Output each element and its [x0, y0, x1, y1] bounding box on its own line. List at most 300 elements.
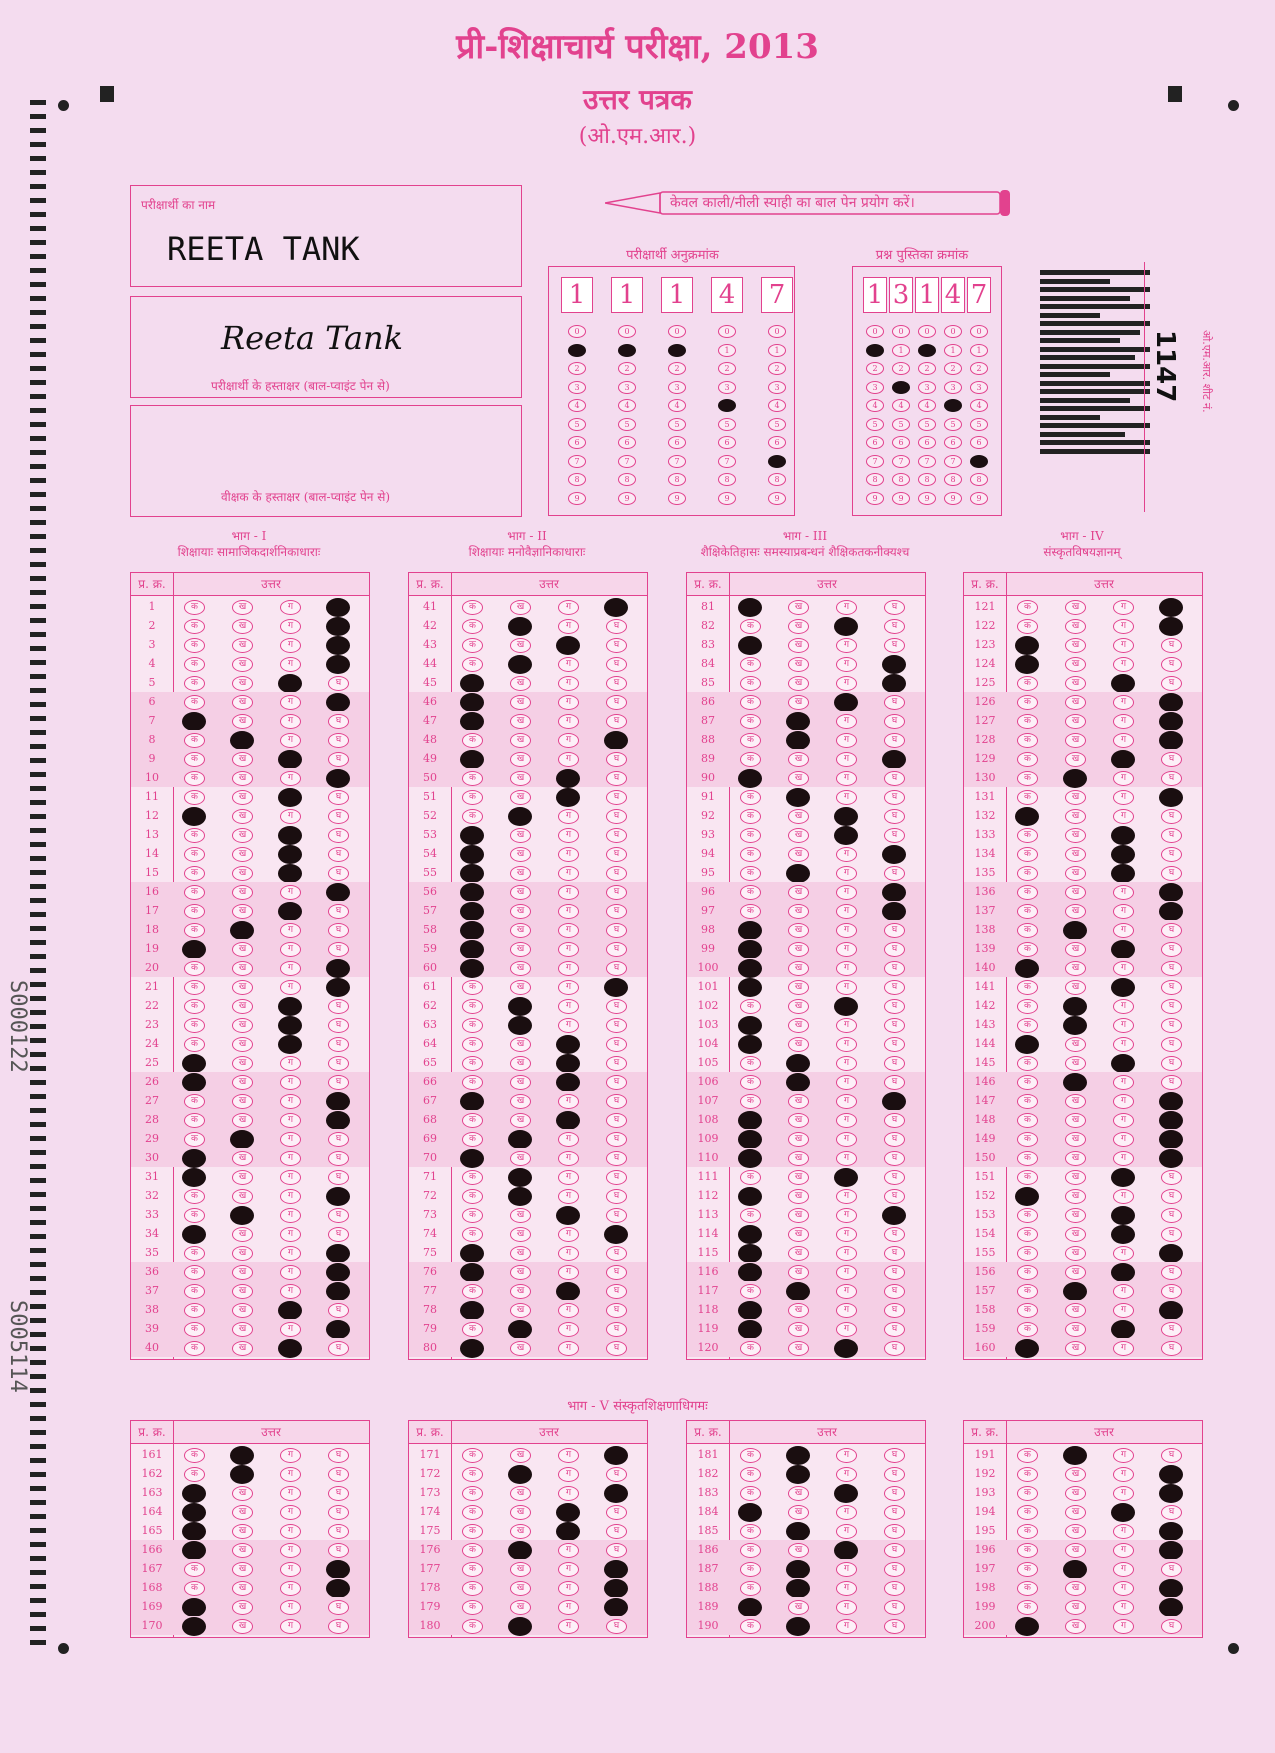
- answer-bubble[interactable]: [604, 598, 628, 617]
- answer-bubble[interactable]: ग: [836, 1524, 857, 1539]
- answer-bubble[interactable]: ख: [788, 1303, 809, 1318]
- answer-bubble[interactable]: [326, 1320, 350, 1339]
- answer-bubble[interactable]: ग: [280, 638, 301, 653]
- answer-bubble[interactable]: क: [1017, 695, 1038, 710]
- answer-bubble[interactable]: ग: [1113, 1113, 1134, 1128]
- answer-bubble[interactable]: क: [462, 1619, 483, 1634]
- answer-bubble[interactable]: ग: [558, 1265, 579, 1280]
- answer-bubble[interactable]: ग: [836, 904, 857, 919]
- answer-bubble[interactable]: क: [1017, 1113, 1038, 1128]
- answer-bubble[interactable]: क: [740, 999, 761, 1014]
- answer-bubble[interactable]: ग: [1113, 1246, 1134, 1261]
- answer-bubble[interactable]: ख: [510, 1505, 531, 1520]
- answer-bubble[interactable]: ख: [232, 1056, 253, 1071]
- digit-bubble[interactable]: 3: [718, 381, 736, 394]
- answer-bubble[interactable]: क: [1017, 733, 1038, 748]
- answer-bubble[interactable]: घ: [1161, 752, 1182, 767]
- digit-bubble[interactable]: 3: [944, 381, 962, 394]
- answer-bubble[interactable]: [230, 1130, 254, 1149]
- answer-bubble[interactable]: [1159, 883, 1183, 902]
- answer-bubble[interactable]: ग: [836, 1075, 857, 1090]
- answer-bubble[interactable]: [882, 845, 906, 864]
- answer-bubble[interactable]: ख: [232, 904, 253, 919]
- answer-bubble[interactable]: [1015, 1617, 1039, 1636]
- answer-bubble[interactable]: घ: [884, 961, 905, 976]
- answer-bubble[interactable]: क: [462, 1075, 483, 1090]
- answer-bubble[interactable]: [786, 1446, 810, 1465]
- answer-bubble[interactable]: ख: [510, 1265, 531, 1280]
- answer-bubble[interactable]: [1159, 1092, 1183, 1111]
- answer-bubble[interactable]: [882, 674, 906, 693]
- answer-bubble[interactable]: घ: [606, 961, 627, 976]
- answer-bubble[interactable]: [1063, 1016, 1087, 1035]
- answer-bubble[interactable]: क: [462, 1581, 483, 1596]
- digit-bubble[interactable]: 0: [892, 325, 910, 338]
- answer-bubble[interactable]: [1015, 1035, 1039, 1054]
- answer-bubble[interactable]: ग: [1113, 809, 1134, 824]
- answer-bubble[interactable]: [278, 1339, 302, 1358]
- answer-bubble[interactable]: ख: [232, 999, 253, 1014]
- digit-bubble[interactable]: [970, 455, 988, 468]
- answer-bubble[interactable]: ख: [232, 1170, 253, 1185]
- answer-bubble[interactable]: [278, 864, 302, 883]
- answer-bubble[interactable]: [1111, 750, 1135, 769]
- answer-bubble[interactable]: [460, 959, 484, 978]
- answer-bubble[interactable]: घ: [884, 1113, 905, 1128]
- answer-bubble[interactable]: क: [1017, 1227, 1038, 1242]
- answer-bubble[interactable]: [738, 1263, 762, 1282]
- digit-bubble[interactable]: 1: [970, 344, 988, 357]
- answer-bubble[interactable]: घ: [606, 1543, 627, 1558]
- answer-bubble[interactable]: [326, 1560, 350, 1579]
- answer-bubble[interactable]: [1015, 1339, 1039, 1358]
- answer-bubble[interactable]: ख: [788, 1113, 809, 1128]
- answer-bubble[interactable]: [1063, 1073, 1087, 1092]
- answer-bubble[interactable]: [556, 1522, 580, 1541]
- answer-bubble[interactable]: घ: [606, 1303, 627, 1318]
- answer-bubble[interactable]: [556, 769, 580, 788]
- answer-bubble[interactable]: [460, 712, 484, 731]
- answer-bubble[interactable]: ग: [558, 619, 579, 634]
- answer-bubble[interactable]: क: [1017, 790, 1038, 805]
- answer-bubble[interactable]: ख: [232, 1341, 253, 1356]
- answer-bubble[interactable]: ख: [232, 1619, 253, 1634]
- answer-bubble[interactable]: ख: [1065, 676, 1086, 691]
- digit-bubble[interactable]: 3: [918, 381, 936, 394]
- answer-bubble[interactable]: ग: [836, 714, 857, 729]
- answer-bubble[interactable]: [1159, 1522, 1183, 1541]
- answer-bubble[interactable]: [182, 1054, 206, 1073]
- answer-bubble[interactable]: ख: [232, 1246, 253, 1261]
- answer-bubble[interactable]: [834, 693, 858, 712]
- answer-bubble[interactable]: ख: [232, 1543, 253, 1558]
- answer-bubble[interactable]: ख: [788, 1094, 809, 1109]
- answer-bubble[interactable]: [1015, 807, 1039, 826]
- answer-bubble[interactable]: ख: [510, 1562, 531, 1577]
- answer-bubble[interactable]: क: [740, 790, 761, 805]
- answer-bubble[interactable]: ख: [232, 828, 253, 843]
- answer-bubble[interactable]: [786, 1073, 810, 1092]
- answer-bubble[interactable]: घ: [884, 1448, 905, 1463]
- answer-bubble[interactable]: घ: [884, 1056, 905, 1071]
- answer-bubble[interactable]: [1159, 1598, 1183, 1617]
- answer-bubble[interactable]: ख: [510, 1486, 531, 1501]
- answer-bubble[interactable]: घ: [1161, 1265, 1182, 1280]
- answer-bubble[interactable]: [326, 959, 350, 978]
- answer-bubble[interactable]: [834, 1484, 858, 1503]
- answer-bubble[interactable]: ग: [1113, 600, 1134, 615]
- answer-bubble[interactable]: घ: [606, 1037, 627, 1052]
- answer-bubble[interactable]: ग: [1113, 1619, 1134, 1634]
- answer-bubble[interactable]: क: [184, 638, 205, 653]
- digit-bubble[interactable]: 5: [892, 418, 910, 431]
- answer-bubble[interactable]: ग: [558, 961, 579, 976]
- answer-bubble[interactable]: ख: [1065, 980, 1086, 995]
- digit-bubble[interactable]: 8: [768, 473, 786, 486]
- digit-bubble[interactable]: 2: [918, 362, 936, 375]
- answer-bubble[interactable]: ग: [558, 1341, 579, 1356]
- answer-bubble[interactable]: ख: [232, 771, 253, 786]
- answer-bubble[interactable]: ख: [232, 752, 253, 767]
- answer-bubble[interactable]: ख: [232, 790, 253, 805]
- answer-bubble[interactable]: घ: [884, 1037, 905, 1052]
- answer-bubble[interactable]: [182, 1168, 206, 1187]
- answer-bubble[interactable]: [1015, 655, 1039, 674]
- answer-bubble[interactable]: ख: [510, 1303, 531, 1318]
- answer-bubble[interactable]: [1063, 997, 1087, 1016]
- answer-bubble[interactable]: ग: [280, 1524, 301, 1539]
- answer-bubble[interactable]: ख: [1065, 1170, 1086, 1185]
- answer-bubble[interactable]: ख: [232, 600, 253, 615]
- answer-bubble[interactable]: घ: [606, 771, 627, 786]
- answer-bubble[interactable]: घ: [1161, 676, 1182, 691]
- answer-bubble[interactable]: घ: [606, 1075, 627, 1090]
- digit-bubble[interactable]: 7: [618, 455, 636, 468]
- answer-bubble[interactable]: क: [184, 600, 205, 615]
- answer-bubble[interactable]: [882, 750, 906, 769]
- answer-bubble[interactable]: ख: [788, 1486, 809, 1501]
- digit-bubble[interactable]: 4: [568, 399, 586, 412]
- answer-bubble[interactable]: [460, 864, 484, 883]
- answer-bubble[interactable]: [556, 1054, 580, 1073]
- answer-bubble[interactable]: [1159, 1149, 1183, 1168]
- answer-bubble[interactable]: घ: [328, 676, 349, 691]
- answer-bubble[interactable]: [182, 1522, 206, 1541]
- answer-bubble[interactable]: [786, 712, 810, 731]
- answer-bubble[interactable]: घ: [884, 790, 905, 805]
- answer-bubble[interactable]: ग: [558, 866, 579, 881]
- answer-bubble[interactable]: ख: [1065, 809, 1086, 824]
- answer-bubble[interactable]: ग: [558, 1170, 579, 1185]
- answer-bubble[interactable]: ग: [558, 1619, 579, 1634]
- answer-bubble[interactable]: ख: [1065, 942, 1086, 957]
- answer-bubble[interactable]: ख: [788, 980, 809, 995]
- answer-bubble[interactable]: घ: [884, 771, 905, 786]
- answer-bubble[interactable]: [738, 1301, 762, 1320]
- answer-bubble[interactable]: घ: [884, 923, 905, 938]
- answer-bubble[interactable]: [326, 693, 350, 712]
- answer-bubble[interactable]: घ: [884, 1619, 905, 1634]
- answer-bubble[interactable]: [1159, 1130, 1183, 1149]
- answer-bubble[interactable]: ख: [788, 619, 809, 634]
- answer-bubble[interactable]: ख: [232, 1486, 253, 1501]
- answer-bubble[interactable]: क: [1017, 1486, 1038, 1501]
- digit-bubble[interactable]: 5: [866, 418, 884, 431]
- answer-bubble[interactable]: ग: [280, 961, 301, 976]
- answer-bubble[interactable]: घ: [884, 1486, 905, 1501]
- answer-bubble[interactable]: ग: [1113, 1132, 1134, 1147]
- answer-bubble[interactable]: ग: [280, 942, 301, 957]
- answer-bubble[interactable]: ख: [1065, 714, 1086, 729]
- answer-bubble[interactable]: ख: [232, 1524, 253, 1539]
- answer-bubble[interactable]: [182, 1598, 206, 1617]
- digit-bubble[interactable]: 9: [892, 492, 910, 505]
- answer-bubble[interactable]: क: [184, 657, 205, 672]
- answer-bubble[interactable]: ख: [788, 1246, 809, 1261]
- answer-bubble[interactable]: [834, 1339, 858, 1358]
- digit-bubble[interactable]: 2: [768, 362, 786, 375]
- answer-bubble[interactable]: घ: [328, 1170, 349, 1185]
- answer-bubble[interactable]: ख: [1065, 1246, 1086, 1261]
- digit-bubble[interactable]: 9: [668, 492, 686, 505]
- answer-bubble[interactable]: ख: [788, 638, 809, 653]
- answer-bubble[interactable]: क: [184, 847, 205, 862]
- answer-bubble[interactable]: [604, 1484, 628, 1503]
- answer-bubble[interactable]: घ: [884, 1524, 905, 1539]
- answer-bubble[interactable]: ख: [788, 771, 809, 786]
- answer-bubble[interactable]: घ: [884, 980, 905, 995]
- answer-bubble[interactable]: क: [462, 1284, 483, 1299]
- answer-bubble[interactable]: ग: [280, 1265, 301, 1280]
- answer-bubble[interactable]: क: [462, 1600, 483, 1615]
- answer-bubble[interactable]: घ: [328, 1341, 349, 1356]
- answer-bubble[interactable]: घ: [1161, 1505, 1182, 1520]
- answer-bubble[interactable]: ख: [1065, 1341, 1086, 1356]
- answer-bubble[interactable]: [738, 921, 762, 940]
- answer-bubble[interactable]: ख: [510, 1284, 531, 1299]
- answer-bubble[interactable]: क: [184, 980, 205, 995]
- answer-bubble[interactable]: ग: [836, 638, 857, 653]
- answer-bubble[interactable]: ख: [510, 733, 531, 748]
- answer-bubble[interactable]: ख: [788, 1132, 809, 1147]
- answer-bubble[interactable]: ख: [232, 1113, 253, 1128]
- answer-bubble[interactable]: क: [740, 904, 761, 919]
- answer-bubble[interactable]: [508, 1320, 532, 1339]
- answer-bubble[interactable]: ख: [510, 790, 531, 805]
- answer-bubble[interactable]: क: [184, 676, 205, 691]
- answer-bubble[interactable]: घ: [328, 1303, 349, 1318]
- digit-bubble[interactable]: 6: [718, 436, 736, 449]
- answer-bubble[interactable]: [786, 1560, 810, 1579]
- answer-bubble[interactable]: ग: [836, 676, 857, 691]
- answer-bubble[interactable]: ख: [788, 1018, 809, 1033]
- answer-bubble[interactable]: घ: [606, 1619, 627, 1634]
- answer-bubble[interactable]: [1111, 845, 1135, 864]
- answer-bubble[interactable]: घ: [884, 1265, 905, 1280]
- answer-bubble[interactable]: घ: [606, 1151, 627, 1166]
- answer-bubble[interactable]: [460, 1244, 484, 1263]
- answer-bubble[interactable]: क: [740, 847, 761, 862]
- answer-bubble[interactable]: ग: [558, 1448, 579, 1463]
- answer-bubble[interactable]: ग: [280, 1543, 301, 1558]
- answer-bubble[interactable]: ग: [836, 923, 857, 938]
- digit-bubble[interactable]: 4: [768, 399, 786, 412]
- answer-bubble[interactable]: [738, 1035, 762, 1054]
- answer-bubble[interactable]: ख: [510, 1151, 531, 1166]
- answer-bubble[interactable]: ख: [1065, 790, 1086, 805]
- answer-bubble[interactable]: क: [1017, 980, 1038, 995]
- answer-bubble[interactable]: ग: [1113, 1467, 1134, 1482]
- answer-bubble[interactable]: [1063, 921, 1087, 940]
- answer-bubble[interactable]: क: [184, 1448, 205, 1463]
- answer-bubble[interactable]: ग: [558, 1581, 579, 1596]
- answer-bubble[interactable]: ख: [232, 980, 253, 995]
- answer-bubble[interactable]: क: [462, 1056, 483, 1071]
- answer-bubble[interactable]: [1159, 1244, 1183, 1263]
- answer-bubble[interactable]: घ: [328, 866, 349, 881]
- answer-bubble[interactable]: ग: [1113, 904, 1134, 919]
- answer-bubble[interactable]: क: [1017, 1018, 1038, 1033]
- answer-bubble[interactable]: ख: [788, 1505, 809, 1520]
- answer-bubble[interactable]: घ: [328, 1037, 349, 1052]
- answer-bubble[interactable]: [230, 1206, 254, 1225]
- answer-bubble[interactable]: [786, 864, 810, 883]
- answer-bubble[interactable]: ग: [280, 1467, 301, 1482]
- answer-bubble[interactable]: ख: [788, 923, 809, 938]
- answer-bubble[interactable]: ग: [558, 1467, 579, 1482]
- answer-bubble[interactable]: ख: [232, 695, 253, 710]
- answer-bubble[interactable]: ग: [558, 1543, 579, 1558]
- answer-bubble[interactable]: ख: [788, 1151, 809, 1166]
- answer-bubble[interactable]: ग: [836, 752, 857, 767]
- answer-bubble[interactable]: ग: [836, 1227, 857, 1242]
- answer-bubble[interactable]: क: [184, 1284, 205, 1299]
- answer-bubble[interactable]: घ: [1161, 847, 1182, 862]
- answer-bubble[interactable]: घ: [328, 1075, 349, 1090]
- answer-bubble[interactable]: ग: [1113, 619, 1134, 634]
- answer-bubble[interactable]: [1111, 1263, 1135, 1282]
- answer-bubble[interactable]: ख: [788, 1322, 809, 1337]
- answer-bubble[interactable]: [1015, 636, 1039, 655]
- answer-bubble[interactable]: घ: [606, 1094, 627, 1109]
- answer-bubble[interactable]: ख: [1065, 1265, 1086, 1280]
- digit-bubble[interactable]: 6: [768, 436, 786, 449]
- answer-bubble[interactable]: [1063, 1560, 1087, 1579]
- digit-bubble[interactable]: 3: [668, 381, 686, 394]
- answer-bubble[interactable]: ग: [1113, 885, 1134, 900]
- answer-bubble[interactable]: घ: [884, 1600, 905, 1615]
- digit-bubble[interactable]: 3: [568, 381, 586, 394]
- answer-bubble[interactable]: ख: [1065, 1543, 1086, 1558]
- answer-bubble[interactable]: घ: [884, 714, 905, 729]
- answer-bubble[interactable]: ख: [788, 1189, 809, 1204]
- answer-bubble[interactable]: क: [1017, 1505, 1038, 1520]
- digit-bubble[interactable]: 3: [970, 381, 988, 394]
- answer-bubble[interactable]: [230, 1465, 254, 1484]
- answer-bubble[interactable]: ग: [280, 714, 301, 729]
- answer-bubble[interactable]: [738, 1225, 762, 1244]
- answer-bubble[interactable]: ग: [558, 1132, 579, 1147]
- digit-bubble[interactable]: [944, 399, 962, 412]
- answer-bubble[interactable]: [460, 750, 484, 769]
- answer-bubble[interactable]: ख: [510, 866, 531, 881]
- answer-bubble[interactable]: [738, 940, 762, 959]
- answer-bubble[interactable]: घ: [328, 714, 349, 729]
- answer-bubble[interactable]: घ: [606, 866, 627, 881]
- answer-bubble[interactable]: घ: [884, 1341, 905, 1356]
- answer-bubble[interactable]: ख: [1065, 657, 1086, 672]
- answer-bubble[interactable]: [460, 1301, 484, 1320]
- answer-bubble[interactable]: [508, 1016, 532, 1035]
- answer-bubble[interactable]: घ: [328, 752, 349, 767]
- answer-bubble[interactable]: ग: [558, 1018, 579, 1033]
- answer-bubble[interactable]: [182, 1503, 206, 1522]
- digit-bubble[interactable]: 9: [768, 492, 786, 505]
- answer-bubble[interactable]: घ: [328, 1486, 349, 1501]
- answer-bubble[interactable]: ख: [788, 961, 809, 976]
- answer-bubble[interactable]: क: [740, 1467, 761, 1482]
- digit-bubble[interactable]: 6: [918, 436, 936, 449]
- answer-bubble[interactable]: ग: [280, 1486, 301, 1501]
- answer-bubble[interactable]: ख: [232, 1505, 253, 1520]
- answer-bubble[interactable]: [882, 1092, 906, 1111]
- answer-bubble[interactable]: क: [1017, 1543, 1038, 1558]
- answer-bubble[interactable]: [738, 1111, 762, 1130]
- answer-bubble[interactable]: ख: [788, 999, 809, 1014]
- answer-bubble[interactable]: ख: [232, 1562, 253, 1577]
- answer-bubble[interactable]: [460, 693, 484, 712]
- answer-bubble[interactable]: ख: [510, 1227, 531, 1242]
- answer-bubble[interactable]: [834, 997, 858, 1016]
- answer-bubble[interactable]: घ: [328, 923, 349, 938]
- answer-bubble[interactable]: घ: [606, 1505, 627, 1520]
- answer-bubble[interactable]: ख: [232, 1227, 253, 1242]
- answer-bubble[interactable]: [326, 1187, 350, 1206]
- answer-bubble[interactable]: घ: [328, 828, 349, 843]
- answer-bubble[interactable]: ग: [558, 999, 579, 1014]
- answer-bubble[interactable]: [326, 1092, 350, 1111]
- answer-bubble[interactable]: घ: [606, 1208, 627, 1223]
- answer-bubble[interactable]: ग: [558, 980, 579, 995]
- answer-bubble[interactable]: ग: [836, 1056, 857, 1071]
- answer-bubble[interactable]: घ: [328, 999, 349, 1014]
- answer-bubble[interactable]: ग: [1113, 1189, 1134, 1204]
- answer-bubble[interactable]: ग: [558, 1303, 579, 1318]
- answer-bubble[interactable]: ग: [836, 1151, 857, 1166]
- answer-bubble[interactable]: [1159, 617, 1183, 636]
- answer-bubble[interactable]: घ: [606, 695, 627, 710]
- answer-bubble[interactable]: [1111, 864, 1135, 883]
- answer-bubble[interactable]: घ: [884, 1322, 905, 1337]
- answer-bubble[interactable]: [1111, 978, 1135, 997]
- answer-bubble[interactable]: घ: [1161, 1448, 1182, 1463]
- answer-bubble[interactable]: [1159, 1301, 1183, 1320]
- digit-bubble[interactable]: 3: [768, 381, 786, 394]
- answer-bubble[interactable]: घ: [328, 733, 349, 748]
- answer-bubble[interactable]: [604, 731, 628, 750]
- answer-bubble[interactable]: क: [740, 1284, 761, 1299]
- digit-bubble[interactable]: 3: [618, 381, 636, 394]
- answer-bubble[interactable]: घ: [328, 790, 349, 805]
- answer-bubble[interactable]: घ: [884, 999, 905, 1014]
- answer-bubble[interactable]: क: [184, 961, 205, 976]
- digit-bubble[interactable]: 8: [718, 473, 736, 486]
- answer-bubble[interactable]: [1063, 1282, 1087, 1301]
- answer-bubble[interactable]: [508, 1465, 532, 1484]
- answer-bubble[interactable]: ख: [788, 828, 809, 843]
- answer-bubble[interactable]: क: [462, 1505, 483, 1520]
- answer-bubble[interactable]: [182, 807, 206, 826]
